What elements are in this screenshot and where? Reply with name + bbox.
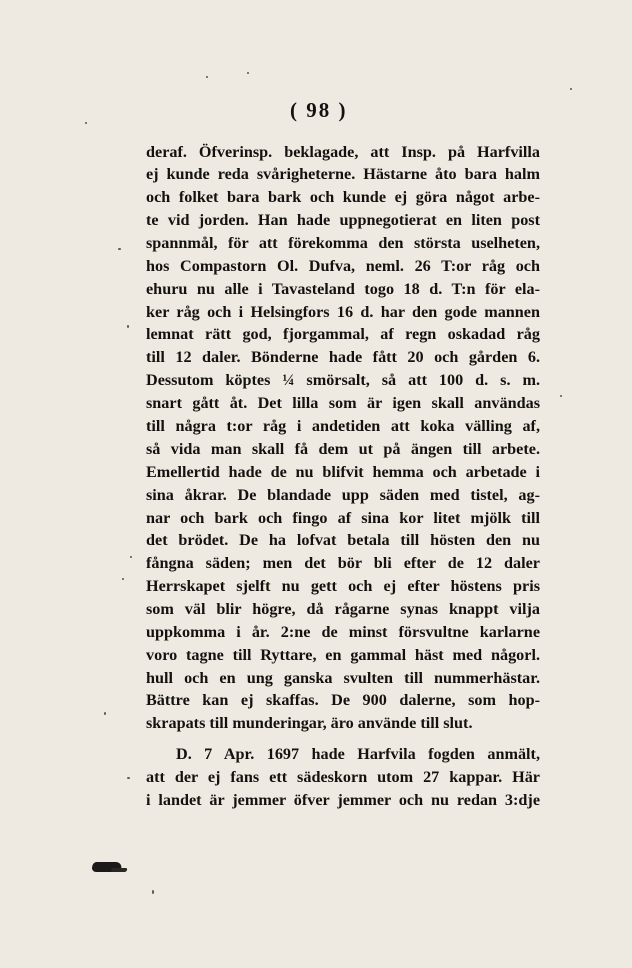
text-line: hos Compastorn Ol. Dufva, neml. 26 T:or råg och bbox=[146, 257, 540, 275]
text-line: att der ej fans ett sädeskorn utom 27 kappar. Här bbox=[146, 768, 540, 786]
text-line: uppkomma i år. 2:ne de minst försvultne karlarne bbox=[146, 623, 540, 641]
text-line: Bättre kan ej skaffas. De 900 dalerne, som hop- bbox=[146, 691, 540, 709]
text-line: hull och en ung ganska svulten till nummerhästar. bbox=[146, 669, 540, 687]
text-line: snart gått åt. Det lilla som är igen skall användas bbox=[146, 394, 540, 412]
text-line: till 12 daler. Bönderne hade fått 20 och gården 6. bbox=[146, 348, 540, 366]
text-line: deraf. Öfverinsp. beklagade, att Insp. på Harfvilla bbox=[146, 143, 540, 161]
text-line: nar och bark och fingo af sina kor litet mjölk till bbox=[146, 509, 540, 527]
ink-smudge bbox=[90, 862, 123, 872]
print-speck bbox=[247, 72, 249, 74]
text-line: ker råg och i Helsingfors 16 d. har den gode mannen bbox=[146, 303, 540, 321]
text-line: D. 7 Apr. 1697 hade Harfvila fogden anmält, bbox=[176, 745, 540, 763]
print-speck bbox=[85, 122, 87, 124]
text-line: spannmål, för att förekomma den största uselheten, bbox=[146, 234, 540, 252]
text-line: Dessutom köptes ¼ smörsalt, så att 100 d. s. m. bbox=[146, 371, 540, 389]
text-line: ehuru nu alle i Tavasteland togo 18 d. T:n för ela- bbox=[146, 280, 540, 298]
page-number: ( 98 ) bbox=[290, 98, 348, 122]
print-speck bbox=[570, 88, 572, 90]
text-line: Herrskapet sjelft nu gett och ej efter höstens pris bbox=[146, 577, 540, 595]
print-speck bbox=[104, 712, 106, 715]
text-line: fångna säden; men det bör bli efter de 12 daler bbox=[146, 554, 540, 572]
text-line: lemnat rätt god, fjorgammal, af regn oskadad råg bbox=[146, 325, 540, 343]
text-line: voro tagne till Ryttare, en gammal häst med någorl. bbox=[146, 646, 540, 664]
print-speck bbox=[122, 578, 124, 580]
print-speck bbox=[560, 395, 562, 397]
print-speck bbox=[130, 556, 132, 558]
print-speck bbox=[127, 777, 130, 779]
text-line: så vida man skall få dem ut på ängen till arbete. bbox=[146, 440, 540, 458]
print-speck bbox=[127, 325, 129, 328]
text-line: och folket bara bark och kunde ej göra något arbe- bbox=[146, 188, 540, 206]
text-line: te vid jorden. Han hade uppnegotierat en liten post bbox=[146, 211, 540, 229]
print-speck bbox=[206, 76, 208, 78]
print-speck bbox=[152, 890, 154, 894]
text-line: skrapats till munderingar, äro använde till slut. bbox=[146, 714, 473, 732]
text-line: det brödet. De ha lofvat betala till hösten den nu bbox=[146, 531, 540, 549]
text-line: i landet är jemmer öfver jemmer och nu redan 3:dje bbox=[146, 791, 540, 809]
text-line: till några t:or råg i andetiden att koka välling af, bbox=[146, 417, 540, 435]
text-line: Emellertid hade de nu blifvit hemma och arbetade i bbox=[146, 463, 540, 481]
text-line: sina åkrar. De blandade upp säden med tistel, ag- bbox=[146, 486, 540, 504]
print-speck bbox=[118, 248, 121, 250]
text-line: som väl blir högre, då rågarne synas knappt vilja bbox=[146, 600, 540, 618]
text-line: ej kunde reda svårigheterne. Hästarne åto bara halm bbox=[146, 165, 540, 183]
